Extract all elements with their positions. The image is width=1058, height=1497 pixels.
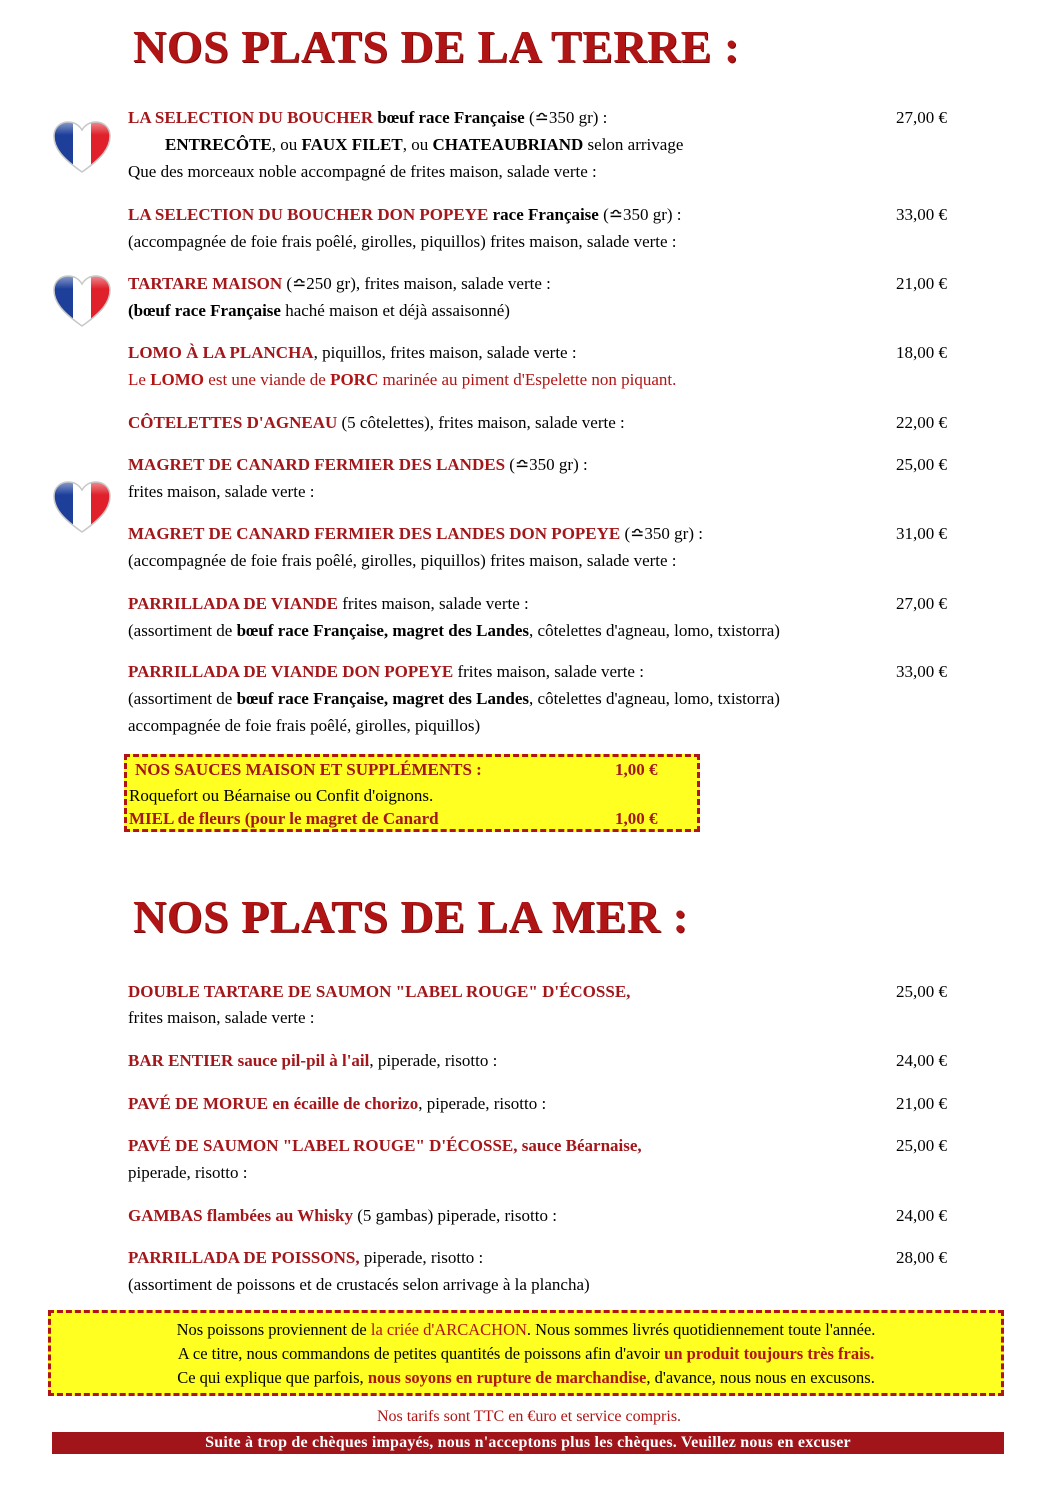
item-price: 33,00 € xyxy=(896,662,947,681)
item-price: 25,00 € xyxy=(896,1136,947,1155)
tarifs-note: Nos tarifs sont TTC en €uro et service compris. xyxy=(376,1408,682,1425)
menu-item: MAGRET DE CANARD FERMIER DES LANDES (≏350 gr) : xyxy=(128,455,588,474)
info-line: Nos poissons proviennent de la criée d'ARCACHON. Nous sommes livrés quotidiennement toute l'année. xyxy=(176,1320,876,1339)
menu-item: GAMBAS flambées au Whisky (5 gambas) piperade, risotto : xyxy=(128,1206,557,1225)
menu-item: BAR ENTIER sauce pil-pil à l'ail, piperade, risotto : xyxy=(128,1051,498,1070)
french-flag-heart-icon xyxy=(52,480,112,534)
item-note: Le LOMO est une viande de PORC marinée au piment d'Espelette non piquant. xyxy=(128,370,677,389)
item-subline: ENTRECÔTE, ou FAUX FILET, ou CHATEAUBRIAND selon arrivage xyxy=(165,135,684,154)
cheques-banner: Suite à trop de chèques impayés, nous n'acceptons plus les chèques. Veuillez nous en excuser xyxy=(52,1432,1004,1454)
item-description: frites maison, salade verte : xyxy=(128,482,315,501)
item-price: 25,00 € xyxy=(896,982,947,1001)
item-description: piperade, risotto : xyxy=(128,1163,248,1182)
menu-item: MAGRET DE CANARD FERMIER DES LANDES DON POPEYE (≏350 gr) : xyxy=(128,524,703,543)
menu-item: LA SELECTION DU BOUCHER DON POPEYE race Française (≏350 gr) : xyxy=(128,205,682,224)
item-price: 21,00 € xyxy=(896,274,947,293)
item-price: 25,00 € xyxy=(896,455,947,474)
menu-item: DOUBLE TARTARE DE SAUMON "LABEL ROUGE" D'ÉCOSSE, xyxy=(128,982,631,1001)
item-price: 33,00 € xyxy=(896,205,947,224)
menu-item: PAVÉ DE SAUMON "LABEL ROUGE" D'ÉCOSSE, sauce Béarnaise, xyxy=(128,1136,642,1155)
miel-price: 1,00 € xyxy=(615,809,658,828)
item-price: 27,00 € xyxy=(896,594,947,613)
info-line: A ce titre, nous commandons de petites quantités de poissons afin d'avoir un produit toujours très frais. xyxy=(177,1344,875,1363)
item-price: 24,00 € xyxy=(896,1051,947,1070)
menu-item: LOMO À LA PLANCHA, piquillos, frites maison, salade verte : xyxy=(128,343,577,362)
item-description: (accompagnée de foie frais poêlé, girolles, piquillos) frites maison, salade verte : xyxy=(128,551,677,570)
item-description: (bœuf race Française haché maison et déjà assaisonné) xyxy=(128,301,510,320)
item-description: accompagnée de foie frais poêlé, girolles, piquillos) xyxy=(128,716,481,735)
section-title-terre: NOS PLATS DE LA TERRE : xyxy=(133,21,740,72)
miel-label: MIEL de fleurs (pour le magret de Canard xyxy=(129,809,439,828)
menu-item: PARRILLADA DE VIANDE DON POPEYE frites maison, salade verte : xyxy=(128,662,644,681)
menu-item: TARTARE MAISON (≏250 gr), frites maison, salade verte : xyxy=(128,274,551,293)
item-price: 18,00 € xyxy=(896,343,947,362)
item-description: (assortiment de poissons et de crustacés selon arrivage à la plancha) xyxy=(128,1275,590,1294)
item-description: (accompagnée de foie frais poêlé, girolles, piquillos) frites maison, salade verte : xyxy=(128,232,677,251)
sauces-list: Roquefort ou Béarnaise ou Confit d'oignons. xyxy=(129,786,434,805)
item-price: 28,00 € xyxy=(896,1248,947,1267)
item-description: (assortiment de bœuf race Française, magret des Landes, côtelettes d'agneau, lomo, txistorra) xyxy=(128,689,780,708)
item-description: (assortiment de bœuf race Française, magret des Landes, côtelettes d'agneau, lomo, txistorra) xyxy=(128,621,780,640)
menu-item: PAVÉ DE MORUE en écaille de chorizo, piperade, risotto : xyxy=(128,1094,547,1113)
sauces-price: 1,00 € xyxy=(615,760,658,779)
menu-item: CÔTELETTES D'AGNEAU (5 côtelettes), frites maison, salade verte : xyxy=(128,413,625,432)
item-description: Que des morceaux noble accompagné de frites maison, salade verte : xyxy=(128,162,597,181)
item-price: 22,00 € xyxy=(896,413,947,432)
french-flag-heart-icon xyxy=(52,120,112,174)
french-flag-heart-icon xyxy=(52,274,112,328)
item-price: 31,00 € xyxy=(896,524,947,543)
item-price: 24,00 € xyxy=(896,1206,947,1225)
menu-item: PARRILLADA DE POISSONS, piperade, risotto : xyxy=(128,1248,484,1267)
item-price: 21,00 € xyxy=(896,1094,947,1113)
sauces-box xyxy=(124,754,700,832)
item-description: frites maison, salade verte : xyxy=(128,1008,315,1027)
sauces-title: NOS SAUCES MAISON ET SUPPLÉMENTS : xyxy=(135,760,482,779)
item-price: 27,00 € xyxy=(896,108,947,127)
menu-item: LA SELECTION DU BOUCHER bœuf race Française (≏350 gr) : xyxy=(128,108,608,127)
section-title-mer: NOS PLATS DE LA MER : xyxy=(133,891,689,942)
menu-item: PARRILLADA DE VIANDE frites maison, salade verte : xyxy=(128,594,529,613)
fish-info-box xyxy=(48,1310,1004,1396)
info-line: Ce qui explique que parfois, nous soyons en rupture de marchandise, d'avance, nous nous en excusons. xyxy=(177,1368,875,1387)
